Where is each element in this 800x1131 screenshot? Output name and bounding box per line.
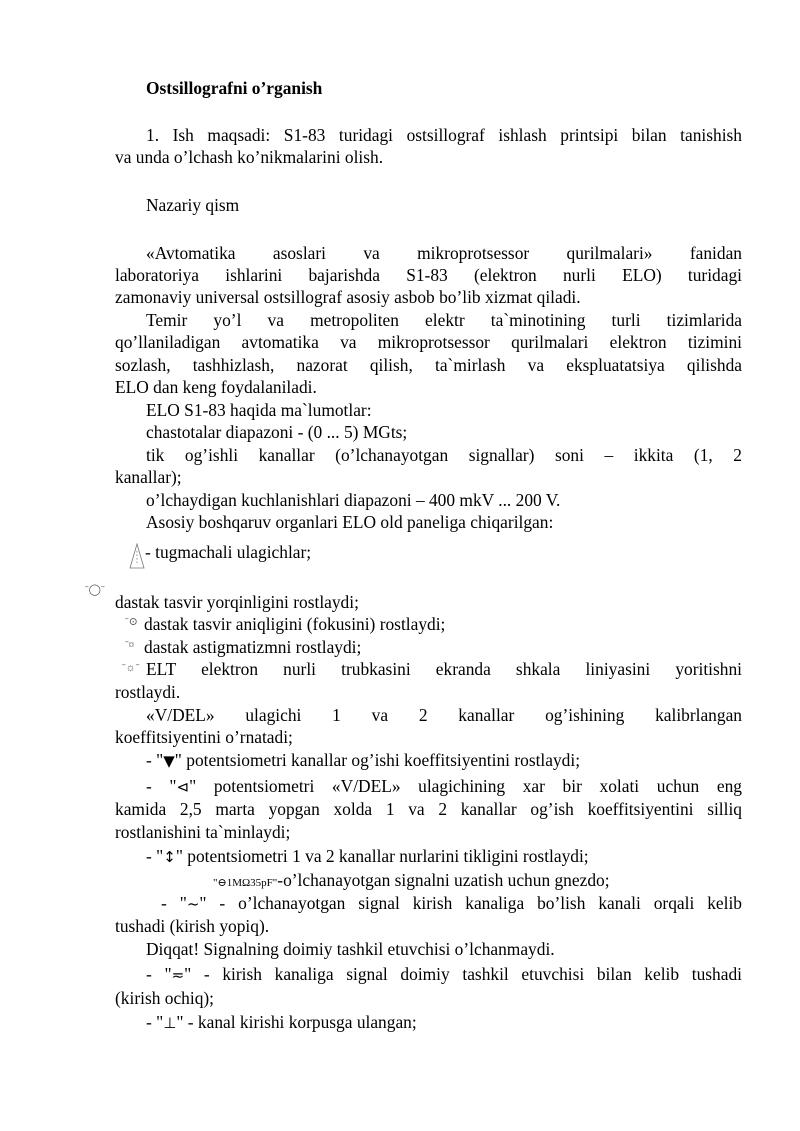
pot2-suffix: " potentsiometri «V/DEL» ulagichining xar bir xolati uchun eng xyxy=(189,776,742,796)
dc-coupling-icon: ≂ xyxy=(171,966,185,984)
input-socket-item xyxy=(213,869,743,894)
vdel-line-1: «V/DEL» ulagichi 1 va 2 kanallar og’ishining kalibrlangan xyxy=(146,705,742,725)
astigmatism-item: dastak astigmatizmni rostlaydi; xyxy=(144,637,362,657)
scale-light-line-2: rostlaydi. xyxy=(115,682,181,702)
potentiometer-fine-line-1 xyxy=(146,775,742,798)
ground-item xyxy=(146,1011,742,1034)
paragraph-1-line-1: «Avtomatika asoslari va mikroprotsessor qurilmalari» fanidan xyxy=(146,243,742,263)
paragraph-2-line-2: qo’llaniladigan avtomatika va mikroprotsessor qurilmalari elektron tizimini xyxy=(115,332,742,352)
attention-note: Diqqat! Signalning doimiy tashkil etuvchisi o’lchanmaydi. xyxy=(146,939,555,959)
channels-line-2: kanallar); xyxy=(115,467,182,487)
astigmatism-knob-icon: ˉ¤ xyxy=(125,639,135,651)
dc-prefix: - " xyxy=(146,964,172,984)
input-socket-icon: "⊖1MΩ35pF" xyxy=(213,877,278,889)
aim-line-2: va unda o’lchash ko’nikmalarini olish. xyxy=(115,147,384,167)
ac-coupling-icon: ~ xyxy=(186,895,200,913)
paragraph-2-line-1: Temir yo’l va metropoliten elektr ta`minotining turli tizimlarida xyxy=(146,310,742,330)
ac-prefix: - " xyxy=(161,893,187,913)
vertical-shift-icon: ↕ xyxy=(163,848,176,866)
push-buttons-item: - tugmachali ulagichlar; xyxy=(145,542,312,562)
focus-knob-icon: ˉ⊙ xyxy=(125,616,138,628)
input-socket-text: -o’lchanayotgan signalni uzatish uchun gnezdo; xyxy=(277,870,610,890)
vdel-line-2: koeffitsiyentini o’rnatadi; xyxy=(115,727,293,747)
paragraph-2-line-3: sozlash, tashhizlash, nazorat qilish, ta`mirlash va ekspluatatsiya qilishda xyxy=(115,355,742,375)
scale-light-line-1: ELT elektron nurli trubkasini ekranda shkala liniyasini yoritishni xyxy=(146,659,742,679)
potentiometer-vertical-item xyxy=(146,845,742,868)
paragraph-1-line-2: laboratoriya ishlarini bajarishda S1-83 (elektron nurli ELO) turidagi xyxy=(115,265,742,285)
pot2-prefix: - " xyxy=(146,776,177,796)
pot3-prefix: - " xyxy=(146,846,164,866)
page-title: Ostsillografni o’rganish xyxy=(146,78,323,98)
potentiometer-fine-line-2: kamida 2,5 marta yopgan xolda 1 va 2 kanallar og’ish koeffitsiyentini silliq xyxy=(115,799,742,819)
fine-adjust-icon: ⊲ xyxy=(176,778,190,796)
dc-coupling-line-1 xyxy=(146,963,742,986)
brightness-item: dastak tasvir yorqinligini rostlaydi; xyxy=(115,592,359,612)
controls-intro: Asosiy boshqaruv organlari ELO old paneliga chiqarilgan: xyxy=(146,512,554,532)
aim-line-1: 1. Ish maqsadi: S1-83 turidagi ostsillograf ishlash printsipi bilan tanishish xyxy=(146,125,742,145)
ac-coupling-line-1 xyxy=(161,892,742,915)
channels-line-1: tik og’ishli kanallar (o’lchanayotgan signallar) soni – ikkita (1, 2 xyxy=(146,445,742,465)
ground-icon: ⊥ xyxy=(163,1014,177,1032)
pot1-prefix: - " xyxy=(146,750,164,770)
dc-coupling-line-2: (kirish ochiq); xyxy=(115,988,215,1008)
frequency-range: chastotalar diapazoni - (0 ... 5) MGts; xyxy=(146,422,408,442)
theory-heading: Nazariy qism xyxy=(146,195,240,215)
brightness-knob-icon: ˉ◯ˉ xyxy=(85,584,105,596)
scale-light-icon: ˉ☼ˉ xyxy=(122,662,140,674)
gnd-prefix: - " xyxy=(146,1012,164,1032)
potentiometer-gain-item xyxy=(146,749,742,772)
pot1-text: " potentsiometri kanallar og’ishi koeffitsiyentini rostlaydi; xyxy=(174,750,581,770)
push-button-icon xyxy=(129,543,145,569)
focus-item: dastak tasvir aniqligini (fokusini) rostlaydi; xyxy=(144,614,446,634)
ac-suffix: " - o’lchanayotgan signal kirish kanaliga bo’lish kanali orqali kelib xyxy=(199,893,742,913)
gain-triangle-icon: ▼ xyxy=(163,752,175,770)
gnd-suffix: " - kanal kirishi korpusga ulangan; xyxy=(176,1012,417,1032)
info-heading: ELO S1-83 haqida ma`lumotlar: xyxy=(146,400,372,420)
ac-coupling-line-2: tushadi (kirish yopiq). xyxy=(115,916,270,936)
paragraph-1-line-3: zamonaviy universal ostsillograf asosiy asbob bo’lib xizmat qiladi. xyxy=(115,287,581,307)
pot3-text: " potentsiometri 1 va 2 kanallar nurlarini tikligini rostlaydi; xyxy=(175,846,589,866)
potentiometer-fine-line-3: rostlanishini ta`minlaydi; xyxy=(115,822,291,842)
voltage-range: o’lchaydigan kuchlanishlari diapazoni – 400 mkV ... 200 V. xyxy=(146,490,561,510)
paragraph-2-line-4: ELO dan keng foydalaniladi. xyxy=(115,377,317,397)
dc-suffix: " - kirish kanaliga signal doimiy tashkil etuvchisi bilan kelib tushadi xyxy=(184,964,742,984)
